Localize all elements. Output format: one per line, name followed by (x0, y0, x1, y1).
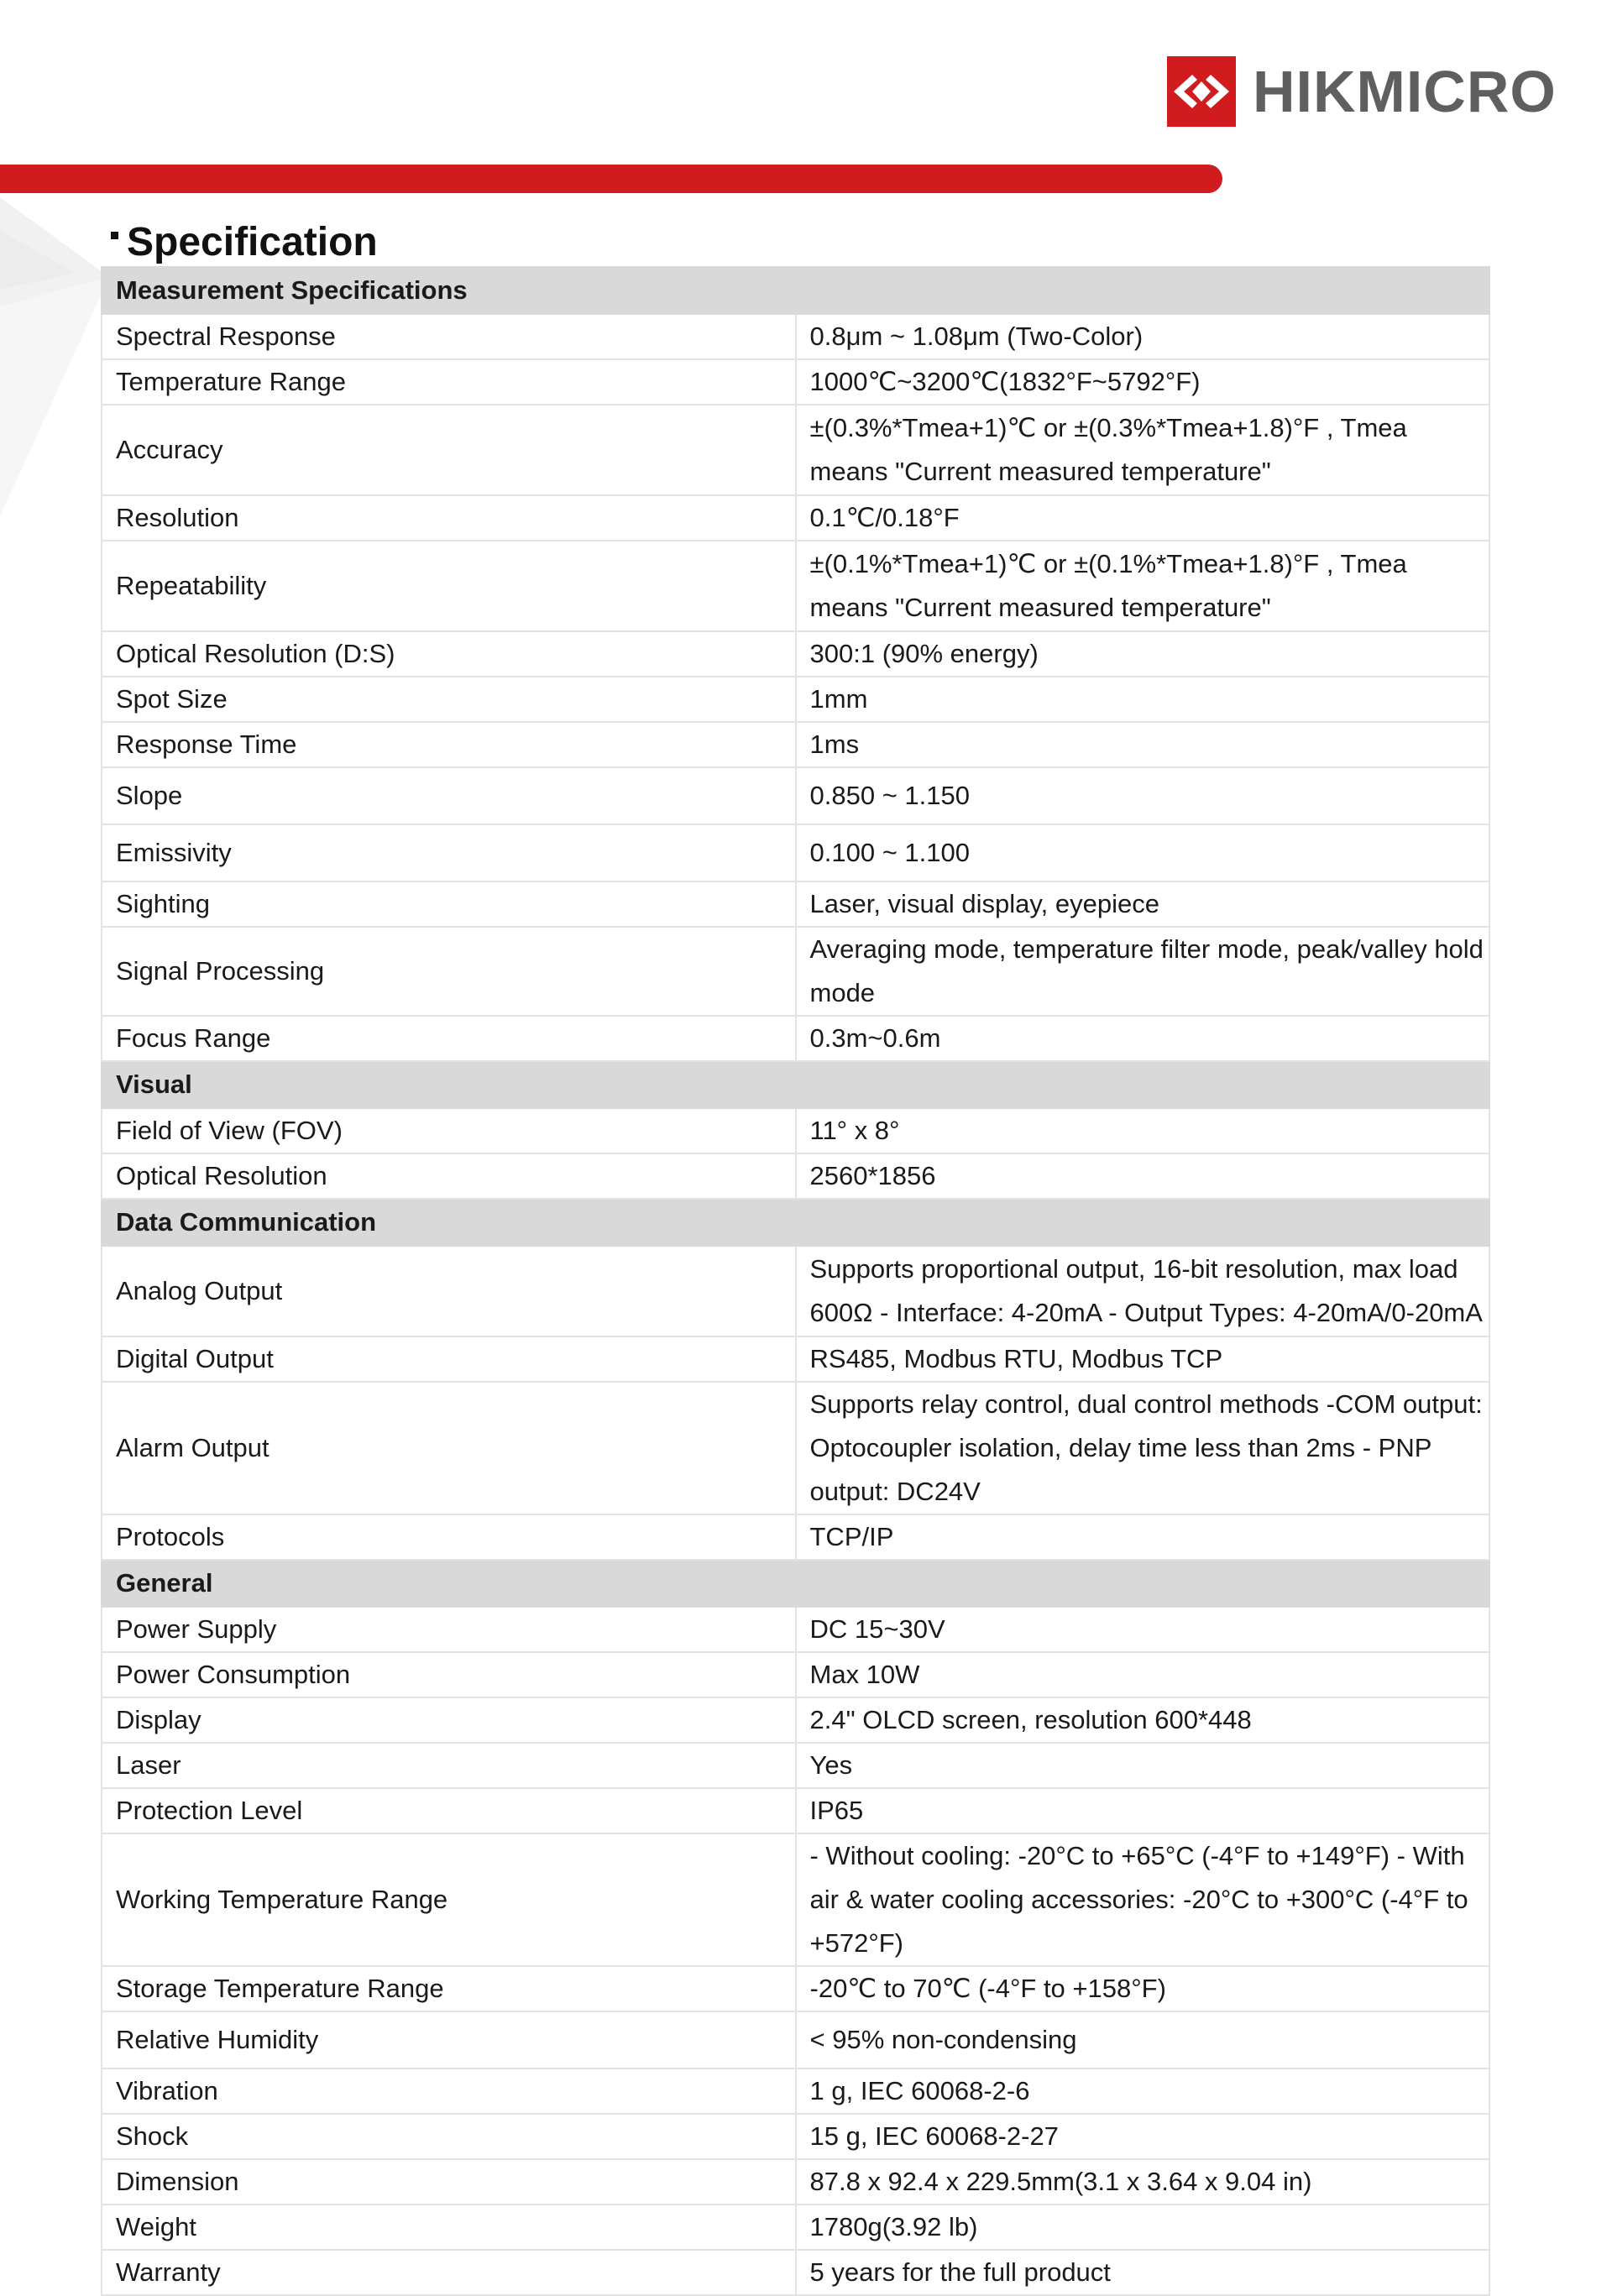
table-row (102, 2011, 1489, 2068)
section-header-row (102, 1061, 1489, 1108)
table-row (102, 1652, 1489, 1697)
table-row (102, 1743, 1489, 1788)
spec-label: Power Consumption (102, 1652, 796, 1697)
spec-value: 1mm (796, 677, 1490, 722)
spec-label: Warranty (102, 2250, 796, 2295)
spec-value: Laser, visual display, eyepiece (796, 881, 1490, 927)
spec-value: ±(0.1%*Tmea+1)℃ or ±(0.1%*Tmea+1.8)°F , Tmea means "Current measured temperature" (796, 541, 1490, 631)
section-header-row (102, 1199, 1489, 1246)
table-row (102, 631, 1489, 677)
spec-label: Response Time (102, 722, 796, 767)
spec-label: Sighting (102, 881, 796, 927)
table-row (102, 1016, 1489, 1061)
table-row (102, 1788, 1489, 1833)
spec-value: 1 g, IEC 60068-2-6 (796, 2068, 1490, 2114)
spec-value: Averaging mode, temperature filter mode, peak/valley hold mode (796, 927, 1490, 1016)
spec-label: Digital Output (102, 1336, 796, 1382)
spec-label: Laser (102, 1743, 796, 1788)
spec-value: TCP/IP (796, 1514, 1490, 1560)
spec-value: 15 g, IEC 60068-2-27 (796, 2114, 1490, 2159)
spec-value: ±(0.3%*Tmea+1)℃ or ±(0.3%*Tmea+1.8)°F , Tmea means "Current measured temperature" (796, 405, 1490, 495)
table-row (102, 677, 1489, 722)
spec-label: Spot Size (102, 677, 796, 722)
hikmicro-logo (1167, 55, 1557, 128)
table-row (102, 1108, 1489, 1153)
spec-label: Optical Resolution (D:S) (102, 631, 796, 677)
table-row (102, 2068, 1489, 2114)
spec-value: 0.3m~0.6m (796, 1016, 1490, 1061)
table-row (102, 1966, 1489, 2011)
spec-label: Accuracy (102, 405, 796, 495)
spec-label: Vibration (102, 2068, 796, 2114)
title-bullet-icon (111, 232, 118, 239)
spec-value: IP65 (796, 1788, 1490, 1833)
spec-value: RS485, Modbus RTU, Modbus TCP (796, 1336, 1490, 1382)
specification-table (101, 266, 1490, 2296)
spec-value: 1ms (796, 722, 1490, 767)
spec-value: 87.8 x 92.4 x 229.5mm(3.1 x 3.64 x 9.04 in) (796, 2159, 1490, 2204)
table-row (102, 1382, 1489, 1514)
table-row (102, 2204, 1489, 2250)
table-row (102, 2159, 1489, 2204)
section-title: Data Communication (102, 1199, 1489, 1246)
spec-label: Focus Range (102, 1016, 796, 1061)
section-header-row (102, 1560, 1489, 1607)
spec-label: Optical Resolution (102, 1153, 796, 1199)
table-row (102, 1153, 1489, 1199)
spec-label: Signal Processing (102, 927, 796, 1016)
spec-value: < 95% non-condensing (796, 2011, 1490, 2068)
spec-label: Slope (102, 767, 796, 824)
table-row (102, 495, 1489, 541)
section-header-row (102, 267, 1489, 314)
spec-label: Dimension (102, 2159, 796, 2204)
header-red-bar (0, 165, 1222, 193)
page-title-text: Specification (127, 220, 378, 264)
spec-label: Protocols (102, 1514, 796, 1560)
spec-value: 0.8μm ~ 1.08μm (Two-Color) (796, 314, 1490, 359)
spec-value: -20℃ to 70℃ (-4°F to +158°F) (796, 1966, 1490, 2011)
spec-label: Shock (102, 2114, 796, 2159)
spec-label: Display (102, 1697, 796, 1743)
table-row (102, 2250, 1489, 2295)
spec-label: Analog Output (102, 1246, 796, 1336)
table-row (102, 722, 1489, 767)
spec-label: Spectral Response (102, 314, 796, 359)
table-row (102, 314, 1489, 359)
table-row (102, 767, 1489, 824)
section-title: Visual (102, 1061, 1489, 1108)
table-row (102, 359, 1489, 405)
spec-label: Repeatability (102, 541, 796, 631)
spec-value: - Without cooling: -20°C to +65°C (-4°F to +149°F) - With air & water cooling accessories: -20°C to +300°C (-4°F to +572°F) (796, 1833, 1490, 1966)
spec-value: DC 15~30V (796, 1607, 1490, 1652)
hikmicro-logo-icon (1167, 56, 1236, 127)
decorative-background-shape (0, 197, 109, 516)
table-row (102, 1246, 1489, 1336)
spec-value: 0.850 ~ 1.150 (796, 767, 1490, 824)
table-row (102, 1336, 1489, 1382)
spec-label: Resolution (102, 495, 796, 541)
table-row (102, 824, 1489, 881)
table-row (102, 927, 1489, 1016)
spec-value: 1000℃~3200℃(1832°F~5792°F) (796, 359, 1490, 405)
table-row (102, 1514, 1489, 1560)
brand-name: HIKMICRO (1253, 59, 1557, 124)
spec-value: Yes (796, 1743, 1490, 1788)
table-row (102, 1607, 1489, 1652)
section-title: General (102, 1560, 1489, 1607)
spec-value: 2560*1856 (796, 1153, 1490, 1199)
spec-value: 300:1 (90% energy) (796, 631, 1490, 677)
spec-value: 1780g(3.92 lb) (796, 2204, 1490, 2250)
spec-label: Working Temperature Range (102, 1833, 796, 1966)
spec-value: 11° x 8° (796, 1108, 1490, 1153)
table-row (102, 1697, 1489, 1743)
spec-value: 0.100 ~ 1.100 (796, 824, 1490, 881)
table-row (102, 541, 1489, 631)
spec-label: Protection Level (102, 1788, 796, 1833)
spec-value: 0.1℃/0.18°F (796, 495, 1490, 541)
page-title (111, 220, 378, 265)
table-row (102, 1833, 1489, 1966)
spec-label: Power Supply (102, 1607, 796, 1652)
spec-value: 5 years for the full product (796, 2250, 1490, 2295)
spec-label: Alarm Output (102, 1382, 796, 1514)
spec-label: Emissivity (102, 824, 796, 881)
spec-value: Supports proportional output, 16-bit resolution, max load 600Ω - Interface: 4-20mA - Output Types: 4-20mA/0-20mA (796, 1246, 1490, 1336)
spec-value: Supports relay control, dual control methods -COM output: Optocoupler isolation, delay time less than 2ms - PNP output: DC24V (796, 1382, 1490, 1514)
spec-label: Relative Humidity (102, 2011, 796, 2068)
table-row (102, 2114, 1489, 2159)
spec-label: Temperature Range (102, 359, 796, 405)
spec-label: Field of View (FOV) (102, 1108, 796, 1153)
spec-label: Storage Temperature Range (102, 1966, 796, 2011)
table-row (102, 881, 1489, 927)
table-row (102, 405, 1489, 495)
section-title: Measurement Specifications (102, 267, 1489, 314)
spec-value: 2.4" OLCD screen, resolution 600*448 (796, 1697, 1490, 1743)
spec-value: Max 10W (796, 1652, 1490, 1697)
spec-label: Weight (102, 2204, 796, 2250)
